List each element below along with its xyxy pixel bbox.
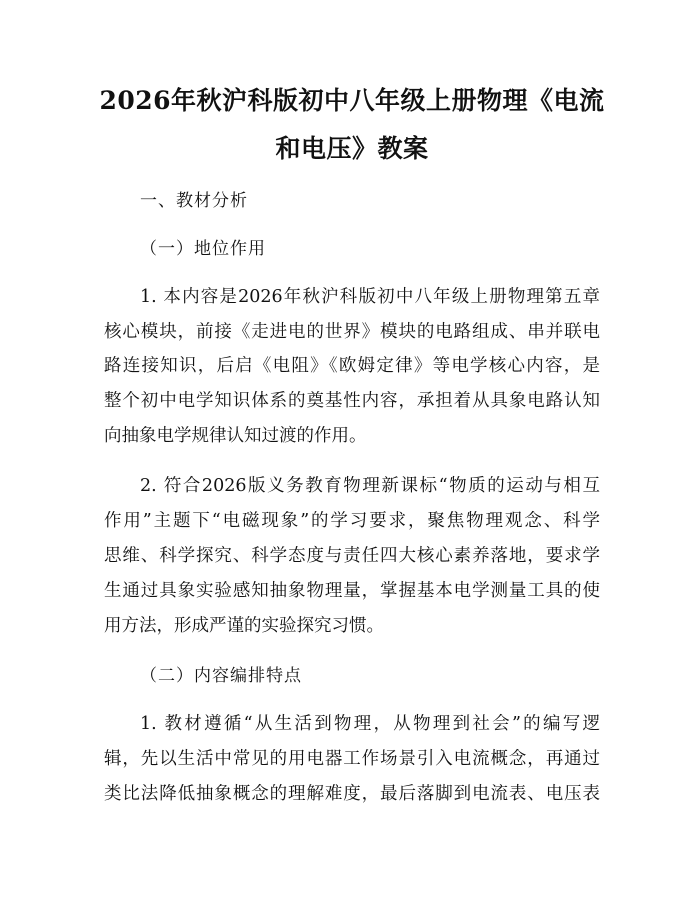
paragraph-2-line-1: 2. 符合2026版义务教育物理新课标“物质的运动与相互 [140,476,600,496]
paragraph-2-line-2: 作用”主题下“电磁现象”的学习要求，聚焦物理观念、科学 [104,511,600,531]
subsection-heading-content-arrangement: （二）内容编排特点 [140,666,302,686]
document-title-line-2: 和电压》教案 [275,134,429,163]
paragraph-2-line-4: 生通过具象实验感知抽象物理量，掌握基本电学测量工具的使 [104,581,600,601]
paragraph-1-line-1: 1. 本内容是2026年秋沪科版初中八年级上册物理第五章 [140,287,600,307]
paragraph-1-line-4: 整个初中电学知识体系的奠基性内容，承担着从具象电路认知 [104,391,600,411]
paragraph-1-line-5: 向抽象电学规律认知过渡的作用。 [104,426,367,446]
paragraph-3-line-3: 类比法降低抽象概念的理解难度，最后落脚到电流表、电压表 [104,784,600,804]
paragraph-3-line-2: 辑，先以生活中常见的用电器工作场景引入电流概念，再通过 [104,749,600,769]
section-heading-textbook-analysis: 一、教材分析 [140,191,248,211]
paragraph-3-line-1: 1. 教材遵循“从生活到物理，从物理到社会”的编写逻 [140,714,600,734]
paragraph-2-line-5: 用方法，形成严谨的实验探究习惯。 [104,616,384,636]
paragraph-1-line-3: 路连接知识，后启《电阻》《欧姆定律》等电学核心内容，是 [104,356,600,376]
subsection-heading-position-role: （一）地位作用 [140,239,266,259]
paragraph-1-line-2: 核心模块，前接《走进电的世界》模块的电路组成、串并联电 [104,322,600,342]
document-title-line-1: 2026年秋沪科版初中八年级上册物理《电流 [99,86,605,115]
paragraph-2-line-3: 思维、科学探究、科学态度与责任四大核心素养落地，要求学 [104,546,600,566]
